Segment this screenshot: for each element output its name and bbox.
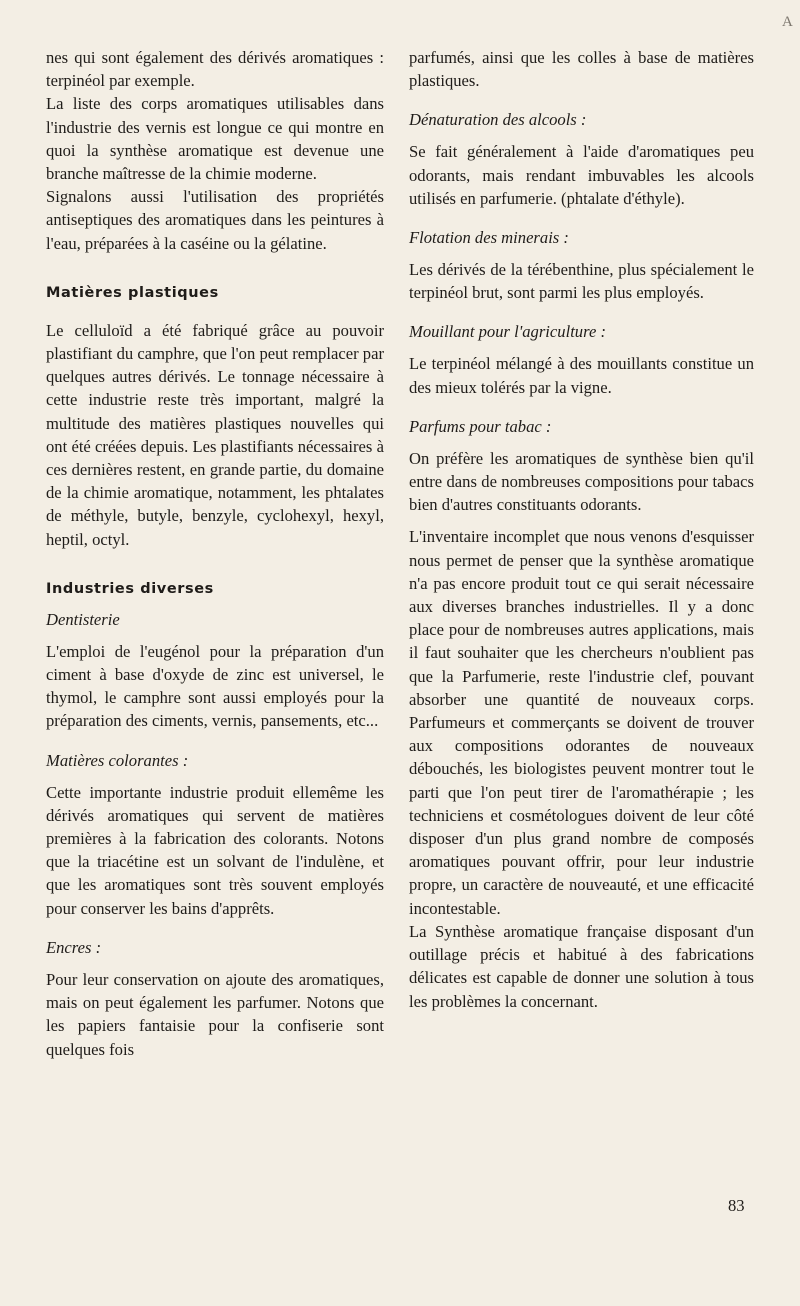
paragraph-colles-continuation: parfumés, ainsi que les colles à base de matières plastiques.	[409, 48, 754, 91]
paragraph-plastiques: Le celluloïd a été fabriqué grâce au pouvoir plastifiant du camphre, que l'on peut remplacer par quelques autres dérivés. Le tonnage nécessaire à cette industrie reste très important, malgré la multitude des matières plastiques nouvelles qui ont été créées depuis. Les plastifiants nécessaires à ces dernières restent, en grande partie, du domaine de la chimie aromatique, notamment, les phtalates de méthyle, butyle, benzyle, cyclohexyl, hexyl, heptil, octyl.	[46, 320, 384, 549]
paragraph-dentisterie: L'emploi de l'eugénol pour la préparation d'un ciment à base d'oxyde de zinc est universel, le thymol, le camphre sont aussi employés pour la préparation des ciments, vernis, pansements, etc...	[46, 641, 384, 731]
paragraph-denaturation: Se fait généralement à l'aide d'aromatiques peu odorants, mais rendant imbuvables les alcools utilisés en parfumerie. (phtalate d'éthyle).	[409, 142, 754, 208]
paragraph-mouillant: Le terpinéol mélangé à des mouillants constitue un des mieux tolérés par la vigne.	[409, 354, 754, 397]
subheading-mouillant: Mouillant pour l'agriculture :	[409, 322, 606, 342]
heading-matieres-plastiques: Matières plastiques	[46, 284, 219, 301]
subheading-matieres-colorantes: Matières colorantes :	[46, 750, 189, 770]
paragraph-inventaire: L'inventaire incomplet que nous venons d'esquisser nous permet de penser que la synthèse aromatique n'a pas encore produit tout ce qui serait nécessaire aux diverses branches industrielles. Il y a donc place pour de nombreuses autres applications, mais il faut souhaiter que les chercheurs n'oublient pas que la Parfumerie, reste l'industrie clef, pouvant absorber une quantité de nouveaux corps. Parfumeurs et commerçants se doivent de trouver aux compositions odorantes de nouveaux débouchés, les biologistes peuvent montrer tout le parti que l'on peut tirer de l'aromathérapie ; les techniciens et cosmétologues doivent de leur côté disposer d'un plus grand nombre de composés aromatiques pouvant offrir, pour leur industrie propre, un caractère de nouveauté, et une efficacité incontestable.	[409, 527, 754, 918]
subheading-encres: Encres :	[46, 937, 102, 957]
heading-industries-diverses: Industries diverses	[46, 580, 214, 597]
gutter-mark: A	[782, 14, 793, 30]
subheading-dentisterie: Dentisterie	[46, 609, 120, 629]
left-column	[46, 46, 384, 1061]
subheading-parfums-tabac: Parfums pour tabac :	[409, 416, 552, 436]
paragraph-antiseptiques: Signalons aussi l'utilisation des propriétés antiseptiques des aromatiques dans les peintures à l'eau, préparées à la caséine ou la gélatine.	[46, 187, 384, 253]
paragraph-aromatic-continuation: nes qui sont également des dérivés aromatiques : terpinéol par exemple.	[46, 48, 384, 91]
paragraph-encres: Pour leur conservation on ajoute des aromatiques, mais on peut également les parfumer. Notons que les papiers fantaisie pour la confiserie sont quelques fois	[46, 969, 384, 1059]
subheading-flotation: Flotation des minerais :	[409, 228, 569, 248]
paragraph-colorantes: Cette importante industrie produit ellemême les dérivés aromatiques qui servent de matières premières à la fabrication des colorants. Notons que la triacétine est un solvant de l'indulène, et que les aromatiques sont très souvent employés pour conserver les bains d'apprêts.	[46, 782, 384, 918]
paragraph-vernis: La liste des corps aromatiques utilisables dans l'industrie des vernis est longue ce qui montre en quoi la synthèse aromatique est devenue une branche maîtresse de la chimie moderne.	[46, 94, 384, 184]
paragraph-flotation: Les dérivés de la térébenthine, plus spécialement le terpinéol brut, sont parmi les plus employés.	[409, 260, 754, 303]
page-number: 83	[728, 1196, 745, 1215]
subheading-denaturation: Dénaturation des alcools :	[409, 110, 587, 130]
paragraph-synthese-francaise: La Synthèse aromatique française disposant d'un outillage précis et habitué à des fabrications délicates est capable de donner une solution à tous les problèmes la concernant.	[409, 921, 754, 1011]
paragraph-tabac: On préfère les aromatiques de synthèse bien qu'il entre dans de nombreuses compositions pour tabacs bien d'autres constituants odorants.	[409, 448, 754, 515]
right-column	[409, 46, 754, 1013]
